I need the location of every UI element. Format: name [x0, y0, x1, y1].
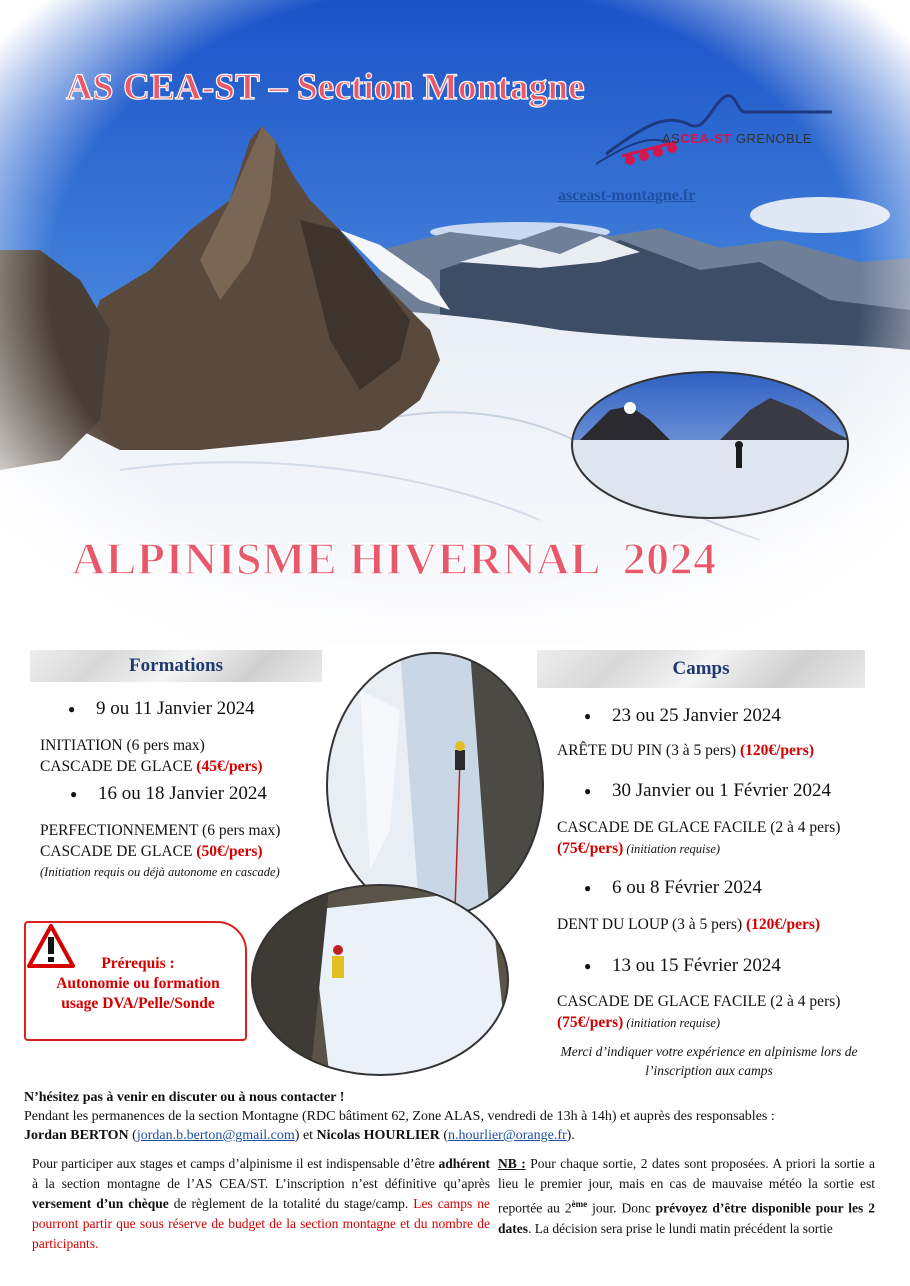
camp-date-2: ● 30 Janvier ou 1 Février 2024	[612, 780, 831, 802]
prerequis-line2: usage DVA/Pelle/Sonde	[61, 995, 215, 1012]
camps-merci-note: Merci d’indiquer votre expérience en alpinisme lors de l’inscription aux camps	[560, 1044, 858, 1078]
formation-2-title: PERFECTIONNEMENT (6 pers max)	[40, 822, 281, 839]
contact-responsables: Jordan BERTON (jordan.b.berton@gmail.com) et Nicolas HOURLIER (n.hourlier@orange.fr).	[24, 1128, 575, 1143]
camp-3-price: (120€/pers)	[745, 916, 821, 933]
prerequis-line1: Autonomie ou formation	[56, 975, 220, 992]
camp-4-detail: (75€/pers) (initiation requise)	[557, 1014, 721, 1031]
camp-date-3: ● 6 ou 8 Février 2024	[612, 877, 762, 899]
formation-1-price: (45€/pers)	[196, 758, 263, 775]
formation-1-detail: CASCADE DE GLACE (45€/pers)	[40, 758, 263, 775]
camp-3-detail: DENT DU LOUP (3 à 5 pers) (120€/pers)	[557, 916, 821, 933]
formation-2-note: (Initiation requis ou déjà autonome en cascade)	[40, 865, 280, 879]
camp-1-detail: ARÊTE DU PIN (3 à 5 pers) (120€/pers)	[557, 742, 814, 759]
contact-name-2: Nicolas HOURLIER	[316, 1128, 440, 1143]
prerequis-label: Prérequis :	[101, 955, 175, 972]
camp-4-title: CASCADE DE GLACE FACILE (2 à 4 pers)	[557, 993, 841, 1010]
site-link[interactable]: asceast-montagne.fr	[558, 187, 696, 204]
contact-name-1: Jordan BERTON	[24, 1128, 129, 1143]
email-link-2[interactable]: n.hourlier@orange.fr	[448, 1128, 567, 1143]
camp-2-title: CASCADE DE GLACE FACILE (2 à 4 pers)	[557, 819, 841, 836]
contact-block	[24, 1088, 884, 1145]
camp-date-1: ● 23 ou 25 Janvier 2024	[612, 705, 781, 727]
camp-2-price: (75€/pers)	[557, 840, 624, 857]
main-title: ALPINISME HIVERNAL 2024	[72, 533, 717, 584]
contact-intro: N’hésitez pas à venir en discuter ou à nous contacter !	[24, 1090, 345, 1105]
formation-date-2: ● 16 ou 18 Janvier 2024	[98, 783, 267, 805]
logo-text: ASCEA-ST GRENOBLE	[662, 131, 813, 146]
formation-2-detail: CASCADE DE GLACE (50€/pers)	[40, 843, 263, 860]
email-link-1[interactable]: jordan.b.berton@gmail.com	[136, 1128, 295, 1143]
camp-1-price: (120€/pers)	[739, 742, 814, 759]
camp-date-4: ● 13 ou 15 Février 2024	[612, 955, 781, 977]
formation-1-title: INITIATION (6 pers max)	[40, 737, 205, 754]
formation-2-price: (50€/pers)	[196, 843, 263, 860]
formation-date-1: ● 9 ou 11 Janvier 2024	[96, 698, 255, 720]
ice-climbing-photos	[250, 650, 550, 1080]
prerequis-text	[38, 954, 238, 1014]
camp-2-detail: (75€/pers) (initiation requise)	[557, 840, 721, 857]
camps-heading: Camps	[537, 650, 865, 688]
inscription-conditions: Pour participer aux stages et camps d’alpinisme il est indispensable d’être adhérent à la section montagne de l’AS CEA/ST. L’inscription n’est définitive qu’après versement d’un chèque de règlement de la totalité du stage/camp. Les camps ne pourront partir que sous réserve de budget de la section montagne et du nombre de participants.	[32, 1156, 490, 1251]
page-title: AS CEA-ST – Section Montagne	[66, 67, 585, 108]
walker-oval-photo	[570, 370, 850, 520]
contact-permanences: Pendant les permanences de la section Montagne (RDC bâtiment 62, Zone ALAS, vendredi de 13h à 14h) et auprès des responsables :	[24, 1109, 775, 1124]
formations-heading: Formations	[30, 650, 322, 682]
camp-4-price: (75€/pers)	[557, 1014, 624, 1031]
nb-dates-note: NB : Pour chaque sortie, 2 dates sont proposées. A priori la sortie a lieu le premier jour, mais en cas de mauvaise météo la sortie est reportée au 2ème jour. Donc prévoyez d’être disponible pour les 2 dates. La décision sera prise le lundi matin précédent la sortie	[498, 1156, 876, 1236]
